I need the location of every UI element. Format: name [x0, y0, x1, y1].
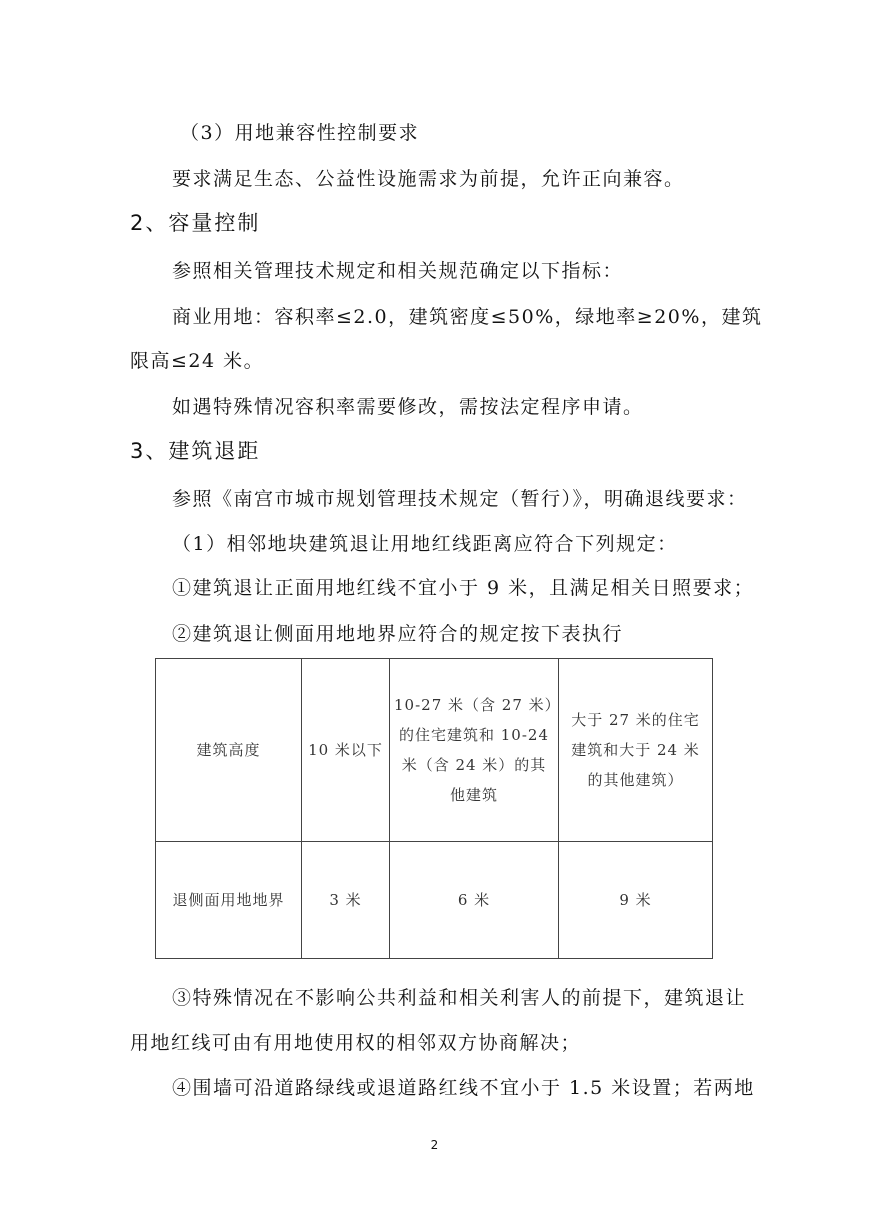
table-cell-value-9m: 9 米: [559, 842, 713, 959]
page-number: 2: [430, 1138, 439, 1152]
paragraph-front-setback: ①建筑退让正面用地红线不宜小于 9 米，且满足相关日照要求；: [172, 577, 755, 599]
paragraph-special-case: 如遇特殊情况容积率需要修改，需按法定程序申请。: [172, 396, 644, 418]
table-row: [156, 842, 713, 959]
cell-line: 的其他建筑）: [587, 771, 684, 789]
setback-table: [155, 658, 713, 959]
cell-line: 的住宅建筑和 10-24: [398, 726, 549, 744]
paragraph-indicator-intro: 参照相关管理技术规定和相关规范确定以下指标：: [172, 260, 624, 282]
table-cell-side-setback-label: 退侧面用地地界: [156, 842, 302, 959]
cell-line: 建筑和大于 24 米: [571, 741, 700, 759]
paragraph-commercial-indicators-line2: 限高≤24 米。: [130, 350, 265, 372]
table-cell-over-27m: [559, 659, 713, 842]
cell-line: 大于 27 米的住宅: [571, 711, 700, 729]
table-cell-building-height-label: 建筑高度: [156, 659, 302, 842]
table-cell-value-3m: 3 米: [302, 842, 390, 959]
paragraph-adjacent-plot-rule: （1）相邻地块建筑退让用地红线距离应符合下列规定：: [172, 533, 678, 555]
paragraph-land-compatibility-title: （3）用地兼容性控制要求: [180, 122, 420, 144]
paragraph-special-negotiation-line1: ③特殊情况在不影响公共利益和相关利害人的前提下，建筑退让: [172, 987, 747, 1009]
table-cell-under-10m: 10 米以下: [302, 659, 390, 842]
paragraph-wall-setback: ④围墙可沿道路绿线或退道路红线不宜小于 1.5 米设置；若两地: [172, 1077, 755, 1099]
paragraph-compatibility-requirement: 要求满足生态、公益性设施需求为前提，允许正向兼容。: [172, 168, 685, 190]
section-heading-capacity-control: 2、容量控制: [130, 211, 261, 235]
table-cell-value-6m: 6 米: [390, 842, 559, 959]
cell-line: 10-27 米（含 27 米）: [394, 696, 561, 714]
table-cell-10-27m: [390, 659, 559, 842]
paragraph-commercial-indicators-line1: 商业用地：容积率≤2.0，建筑密度≤50%，绿地率≥20%，建筑: [172, 306, 763, 328]
paragraph-side-setback: ②建筑退让侧面用地地界应符合的规定按下表执行: [172, 623, 624, 645]
paragraph-setback-reference: 参照《南宫市城市规划管理技术规定（暂行）》，明确退线要求：: [172, 488, 748, 510]
cell-line: 他建筑: [449, 786, 498, 804]
paragraph-special-negotiation-line2: 用地红线可由有用地使用权的相邻双方协商解决；: [130, 1032, 582, 1054]
section-heading-building-setback: 3、建筑退距: [130, 439, 261, 463]
cell-line: 米（含 24 米）的其: [401, 756, 547, 774]
table-header-row: [156, 659, 713, 842]
